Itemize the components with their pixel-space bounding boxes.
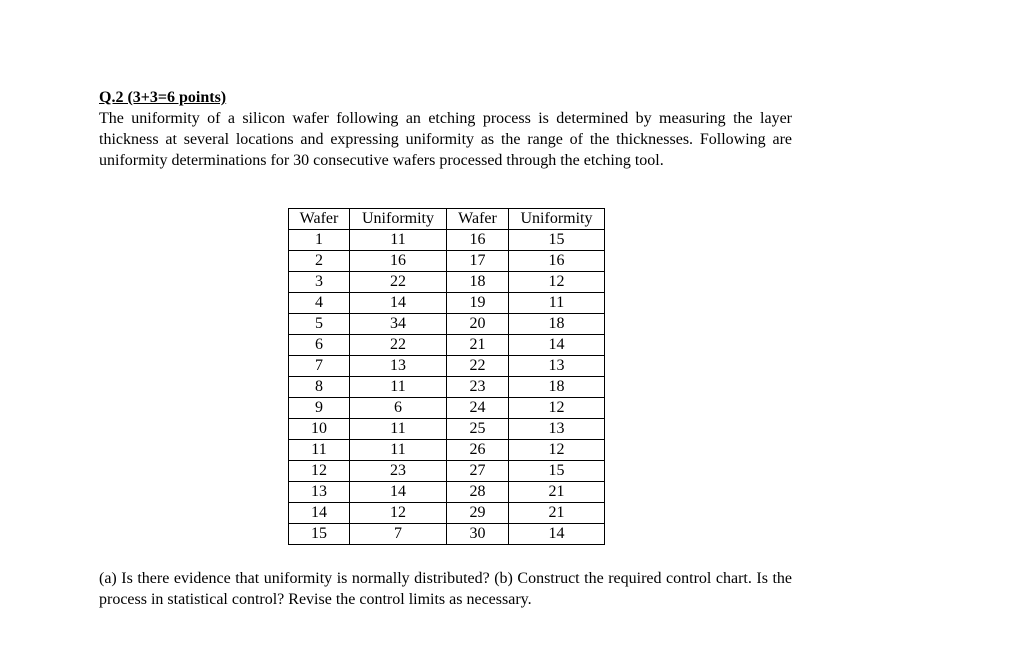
cell-uniformity-1: 14	[350, 482, 447, 503]
header-uniformity-1: Uniformity	[350, 209, 447, 230]
cell-uniformity-2: 16	[509, 251, 605, 272]
cell-uniformity-2: 11	[509, 293, 605, 314]
cell-wafer-1: 13	[289, 482, 350, 503]
table-row	[289, 230, 605, 251]
table-row	[289, 377, 605, 398]
cell-uniformity-1: 13	[350, 356, 447, 377]
cell-wafer-2: 28	[447, 482, 509, 503]
cell-uniformity-2: 21	[509, 482, 605, 503]
cell-uniformity-2: 12	[509, 398, 605, 419]
cell-wafer-1: 12	[289, 461, 350, 482]
cell-uniformity-1: 11	[350, 440, 447, 461]
cell-uniformity-1: 34	[350, 314, 447, 335]
table-row	[289, 398, 605, 419]
cell-wafer-2: 29	[447, 503, 509, 524]
cell-uniformity-2: 13	[509, 356, 605, 377]
followup-question: (a) Is there evidence that uniformity is normally distributed? (b) Construct the required control chart. Is the process in statistical control? Revise the control limits as necessary.	[99, 570, 792, 608]
cell-uniformity-1: 6	[350, 398, 447, 419]
table-row	[289, 356, 605, 377]
table-body	[289, 230, 605, 545]
cell-uniformity-2: 12	[509, 440, 605, 461]
cell-wafer-1: 4	[289, 293, 350, 314]
table-row	[289, 524, 605, 545]
cell-uniformity-2: 15	[509, 230, 605, 251]
table-header-row	[289, 209, 605, 230]
cell-uniformity-1: 12	[350, 503, 447, 524]
cell-uniformity-1: 7	[350, 524, 447, 545]
table-row	[289, 272, 605, 293]
cell-wafer-1: 15	[289, 524, 350, 545]
cell-wafer-1: 1	[289, 230, 350, 251]
cell-uniformity-1: 23	[350, 461, 447, 482]
cell-uniformity-1: 22	[350, 272, 447, 293]
cell-wafer-1: 6	[289, 335, 350, 356]
table-row	[289, 314, 605, 335]
question-body: The uniformity of a silicon wafer following an etching process is determined by measuring the layer thickness at several locations and expressing uniformity as the range of the thicknesses. Following are uniformity determinations for 30 consecutive wafers processed through the etching tool.	[99, 110, 792, 169]
cell-uniformity-1: 11	[350, 419, 447, 440]
cell-wafer-2: 22	[447, 356, 509, 377]
question-heading: Q.2 (3+3=6 points)	[99, 89, 227, 106]
cell-wafer-1: 3	[289, 272, 350, 293]
cell-wafer-2: 30	[447, 524, 509, 545]
cell-uniformity-2: 18	[509, 377, 605, 398]
cell-wafer-1: 7	[289, 356, 350, 377]
cell-uniformity-1: 11	[350, 377, 447, 398]
cell-wafer-2: 19	[447, 293, 509, 314]
table-row	[289, 440, 605, 461]
uniformity-table	[288, 208, 605, 545]
table-row	[289, 461, 605, 482]
cell-wafer-2: 26	[447, 440, 509, 461]
cell-uniformity-1: 22	[350, 335, 447, 356]
cell-wafer-1: 2	[289, 251, 350, 272]
header-wafer-2: Wafer	[447, 209, 509, 230]
cell-wafer-1: 8	[289, 377, 350, 398]
cell-wafer-1: 5	[289, 314, 350, 335]
cell-wafer-2: 16	[447, 230, 509, 251]
cell-uniformity-2: 12	[509, 272, 605, 293]
cell-uniformity-2: 14	[509, 524, 605, 545]
cell-uniformity-2: 15	[509, 461, 605, 482]
cell-wafer-2: 24	[447, 398, 509, 419]
cell-wafer-2: 25	[447, 419, 509, 440]
table-row	[289, 293, 605, 314]
cell-uniformity-1: 14	[350, 293, 447, 314]
cell-wafer-1: 11	[289, 440, 350, 461]
cell-uniformity-2: 14	[509, 335, 605, 356]
table-row	[289, 482, 605, 503]
table-row	[289, 503, 605, 524]
table-row	[289, 419, 605, 440]
cell-wafer-2: 27	[447, 461, 509, 482]
header-uniformity-2: Uniformity	[509, 209, 605, 230]
cell-wafer-1: 9	[289, 398, 350, 419]
cell-wafer-1: 10	[289, 419, 350, 440]
cell-uniformity-2: 18	[509, 314, 605, 335]
cell-wafer-2: 20	[447, 314, 509, 335]
cell-uniformity-2: 21	[509, 503, 605, 524]
cell-wafer-2: 23	[447, 377, 509, 398]
cell-uniformity-2: 13	[509, 419, 605, 440]
header-wafer-1: Wafer	[289, 209, 350, 230]
cell-uniformity-1: 11	[350, 230, 447, 251]
question-block	[99, 87, 792, 171]
cell-wafer-2: 17	[447, 251, 509, 272]
table-row	[289, 335, 605, 356]
cell-uniformity-1: 16	[350, 251, 447, 272]
cell-wafer-1: 14	[289, 503, 350, 524]
cell-wafer-2: 18	[447, 272, 509, 293]
table-row	[289, 251, 605, 272]
cell-wafer-2: 21	[447, 335, 509, 356]
